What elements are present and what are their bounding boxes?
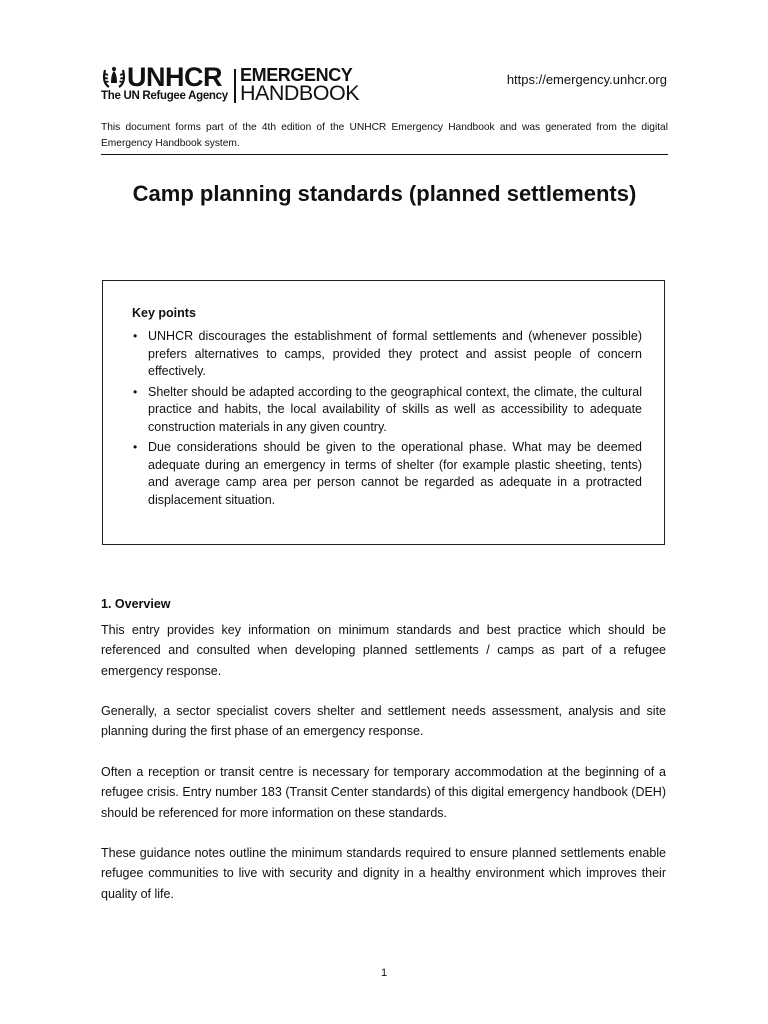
- key-point-item: [130, 439, 642, 509]
- logo-tagline: The UN Refugee Agency: [101, 90, 228, 102]
- site-url: https://emergency.unhcr.org: [506, 72, 667, 87]
- key-point-text: Shelter should be adapted according to the geographical context, the climate, the cultural practice and habits, the local availability of skills as well as accessibility to adequate construction materials in any given country.: [148, 384, 642, 434]
- section-heading: 1. Overview: [101, 597, 171, 611]
- intro-note: This document forms part of the 4th edition of the UNHCR Emergency Handbook and was generated from the digital Emergency Handbook system.: [101, 122, 668, 149]
- key-points-heading: Key points: [132, 306, 196, 320]
- logo-product-line2: HANDBOOK: [240, 81, 360, 105]
- logo-divider: [234, 69, 236, 103]
- key-point-item: [130, 384, 642, 437]
- key-point-text: Due considerations should be given to the operational phase. What may be deemed adequate during an emergency in terms of shelter (for example plastic sheeting, tents) and average camp area per person cannot be regarded as adequate in a protracted displacement situation.: [148, 440, 642, 507]
- page-title: Camp planning standards (planned settlements): [132, 181, 637, 206]
- body-paragraph: These guidance notes outline the minimum standards required to ensure planned settlements enable refugee communities to live with security and dignity in a healthy environment which improves their quality of life.: [101, 846, 666, 901]
- logo-product-line1: EMERGENCY: [240, 65, 353, 85]
- body-paragraph: Often a reception or transit centre is necessary for temporary accommodation at the beginning of a refugee crisis. Entry number 183 (Transit Center standards) of this digital emergency handbook (DEH) should be referenced for more information on these standards.: [101, 765, 666, 820]
- unhcr-laurel-emblem-icon: [101, 65, 127, 89]
- bullet-icon: •: [133, 384, 138, 399]
- key-points-box: [102, 280, 665, 545]
- key-points-list: [130, 328, 642, 512]
- logo-org-name: UNHCR: [127, 62, 222, 92]
- key-point-item: [130, 328, 642, 381]
- bullet-icon: •: [133, 440, 138, 454]
- header-divider: [101, 154, 668, 155]
- page-number: 1: [380, 967, 388, 979]
- key-point-text: UNHCR discourages the establishment of formal settlements and (whenever possible) prefers alternatives to camps, provided they protect and assist people of concern effectively.: [148, 329, 642, 378]
- body-paragraph: This entry provides key information on minimum standards and best practice which should be referenced and consulted when developing planned settlements / camps as part of a refugee emergency response.: [101, 623, 666, 678]
- page-header: [101, 62, 667, 106]
- bullet-icon: •: [133, 329, 138, 343]
- body-paragraph: Generally, a sector specialist covers shelter and settlement needs assessment, analysis and site planning during the first phase of an emergency response.: [101, 704, 666, 739]
- unhcr-emergency-handbook-logo: [101, 62, 361, 106]
